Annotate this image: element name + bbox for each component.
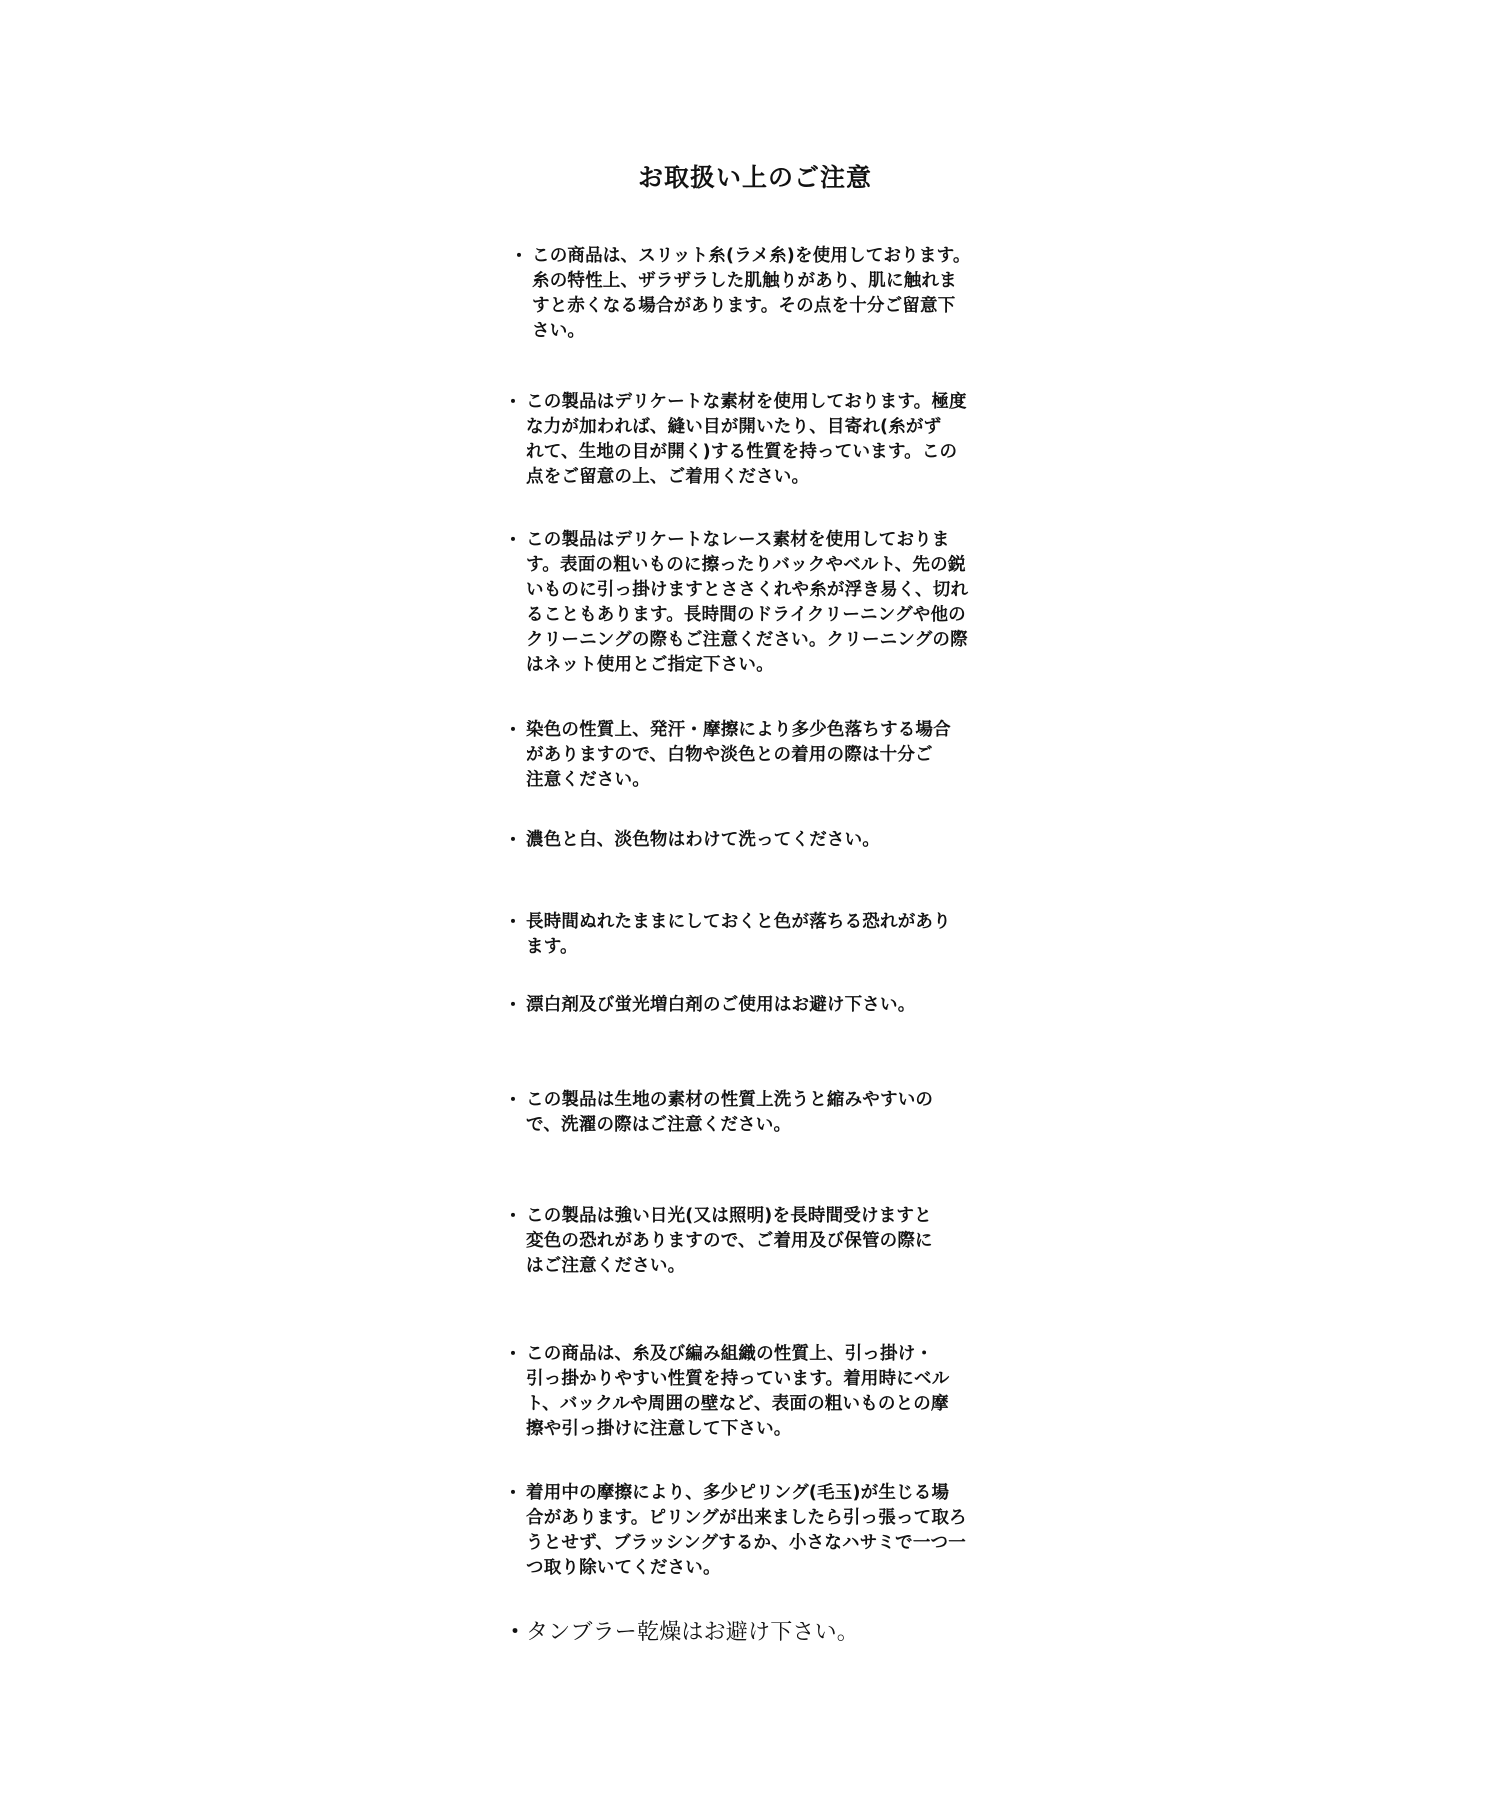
notice-item-1 <box>510 244 1030 344</box>
notice-item-11 <box>504 1481 1024 1581</box>
notice-item-5 <box>504 828 1024 853</box>
notice-item-12 <box>504 1618 1024 1648</box>
bullet-icon: ・ <box>504 1090 522 1111</box>
bullet-icon: ・ <box>504 1483 522 1504</box>
notice-text: タンブラー乾燥はお避け下さい。 <box>526 1620 860 1645</box>
bullet-icon: ・ <box>504 392 522 413</box>
bullet-icon: ・ <box>504 720 522 741</box>
bullet-icon: ・ <box>504 995 522 1016</box>
notice-text: 漂白剤及び蛍光増白剤のご使用はお避け下さい。 <box>526 995 916 1015</box>
bullet-icon: ・ <box>504 830 522 851</box>
notice-item-7 <box>504 993 1024 1018</box>
bullet-icon: ・ <box>504 912 522 933</box>
bullet-icon: ・ <box>504 530 522 551</box>
notice-text: この製品は生地の素材の性質上洗うと縮みやすいの で、洗濯の際はご注意ください。 <box>526 1090 934 1135</box>
notice-item-10 <box>504 1342 1024 1442</box>
bullet-icon: ・ <box>504 1620 527 1645</box>
notice-text: 染色の性質上、発汗・摩擦により多少色落ちする場合 がありますので、白物や淡色との着用の際は十分ご 注意ください。 <box>526 720 951 790</box>
notice-text: この製品はデリケートな素材を使用しております。極度 な力が加われば、縫い目が開いたり、目寄れ(糸がず れて、生地の目が開く)する性質を持っています。この 点をご留意の上、ご着用ください。 <box>526 392 967 487</box>
notice-item-4 <box>504 718 1024 793</box>
notice-text: この製品はデリケートなレース素材を使用しておりま す。表面の粗いものに擦ったりバックやベルト、先の鋭 いものに引っ掛けますとささくれや糸が浮き易く、切れ ることもあります。長時間のドライクリーニングや他の クリーニングの際もご注意ください。クリーニングの際 はネット使用とご指定下さい。 <box>526 530 969 675</box>
notice-text: この製品は強い日光(又は照明)を長時間受けますと 変色の恐れがありますので、ご着用及び保管の際に はご注意ください。 <box>526 1206 933 1276</box>
notice-text: 濃色と白、淡色物はわけて洗ってください。 <box>526 830 880 850</box>
bullet-icon: ・ <box>504 1206 522 1227</box>
notice-item-9 <box>504 1204 1024 1279</box>
bullet-icon: ・ <box>504 1344 522 1365</box>
notice-text: 長時間ぬれたままにしておくと色が落ちる恐れがあり ます。 <box>526 912 951 957</box>
page-title: お取扱い上のご注意 <box>637 163 872 192</box>
notice-item-6 <box>504 910 1024 960</box>
notice-item-8 <box>504 1088 1024 1138</box>
notice-item-2 <box>504 390 1024 490</box>
notice-item-3 <box>504 528 1024 678</box>
notice-text: 着用中の摩擦により、多少ピリング(毛玉)が生じる場 合があります。ピリングが出来ましたら引っ張って取ろ うとせず、ブラッシングするか、小さなハサミで一つ一 つ取り除いてください。 <box>526 1483 967 1578</box>
bullet-icon: ・ <box>510 246 528 267</box>
notice-text: この商品は、糸及び編み組織の性質上、引っ掛け・ 引っ掛かりやすい性質を持っています。着用時にベル ト、バックルや周囲の壁など、表面の粗いものとの摩 擦や引っ掛けに注意して下さい。 <box>526 1344 950 1439</box>
notice-text: この商品は、スリット糸(ラメ糸)を使用しております。 糸の特性上、ザラザラした肌触りがあり、肌に触れま すと赤くなる場合があります。その点を十分ご留意下 さい。 <box>532 246 971 341</box>
